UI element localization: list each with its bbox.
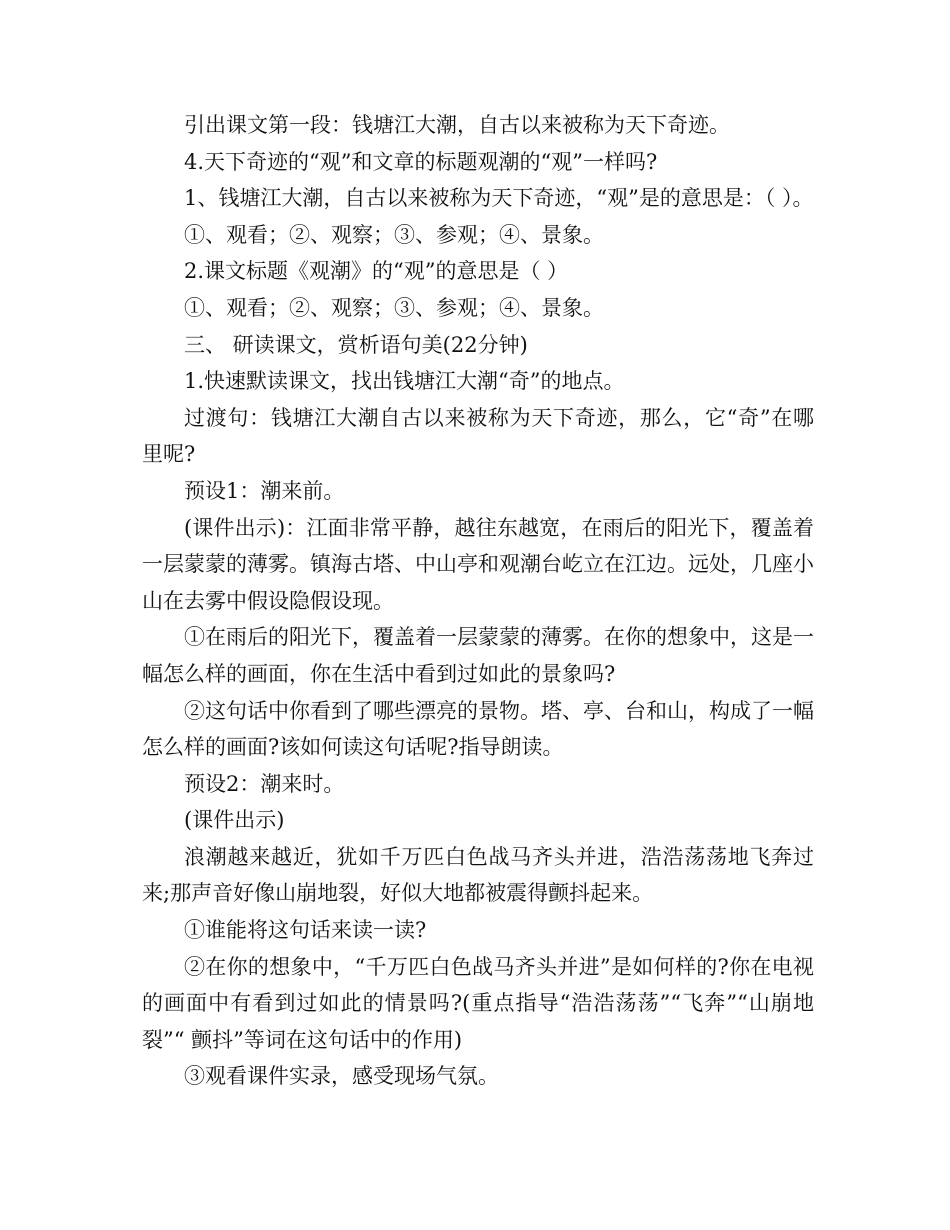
paragraph-14: 预设2：潮来时。 [184,771,345,796]
paragraph-11: (课件出示)：江面非常平静，越往东越宽，在雨后的阳光下，覆盖着一层蒙蒙的薄雾。镇海古塔、中山亭和观潮台屹立在江边。远处，几座小山在去雾中假设隐假设现。 [142,515,814,613]
paragraph-19: ③观看课件实录，感受现场气氛。 [184,1064,499,1089]
paragraph-2: 4.天下奇迹的“观”和文章的标题观潮的“观”一样吗? [184,149,658,174]
paragraph-16: 浪潮越来越近，犹如千万匹白色战马齐头并进，浩浩荡荡地飞奔过来;那声音好像山崩地裂，好似大地都被震得颤抖起来。 [142,844,814,906]
paragraph-12: ①在雨后的阳光下，覆盖着一层蒙蒙的薄雾。在你的想象中，这是一幅怎么样的画面，你在生活中看到过如此的景象吗? [142,625,814,686]
paragraph-18: ②在你的想象中，“千万匹白色战马齐头并进”是如何样的?你在电视的画面中有看到过如此的情景吗?(重点指导“浩浩荡荡”“飞奔”“山崩地裂”“ 颤抖”等词在这句话中的作用) [142,954,814,1052]
paragraph-17: ①谁能将这句话来读一读? [184,918,427,943]
paragraph-4: ①、观看；②、观察；③、参观；④、景象。 [184,222,604,247]
paragraph-1: 引出课文第一段：钱塘江大潮，自古以来被称为天下奇迹。 [184,113,730,137]
paragraph-9: 过渡句：钱塘江大潮自古以来被称为天下奇迹，那么，它“奇”在哪里呢? [142,405,814,467]
section-heading: 三、 研读课文，赏析语句美(22分钟) [184,332,528,357]
document-body [142,107,814,1095]
paragraph-15: (课件出示) [184,808,285,833]
paragraph-3: 1、钱塘江大潮，自古以来被称为天下奇迹，“观”是的意思是：（ ）。 [184,186,814,211]
paragraph-6: ①、观看；②、观察；③、参观；④、景象。 [184,295,604,320]
paragraph-13: ②这句话中你看到了哪些漂亮的景物。塔、亭、台和山，构成了一幅怎么样的画面?该如何读这句话呢?指导朗读。 [142,698,814,760]
paragraph-8: 1.快速默读课文，找出钱塘江大潮“奇”的地点。 [184,369,625,394]
paragraph-10: 预设1：潮来前。 [184,478,345,503]
paragraph-5: 2.课文标题《观潮》的“观”的意思是（ ） [184,259,569,284]
